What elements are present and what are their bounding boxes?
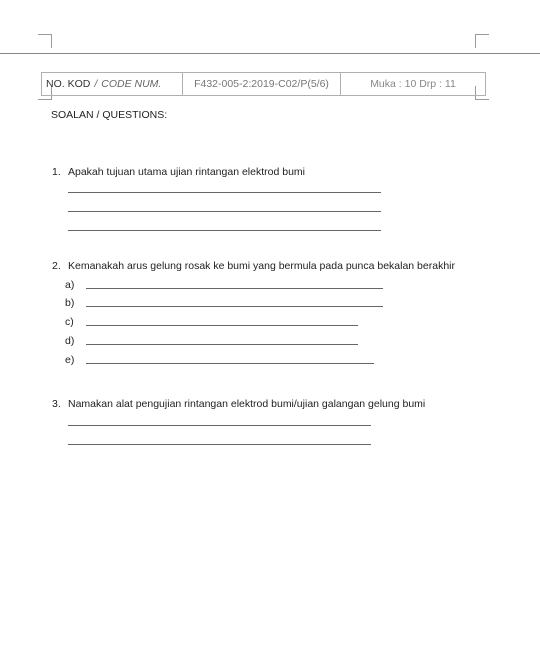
code-number-cell <box>183 73 341 95</box>
code-label-separator: / <box>94 78 98 90</box>
answer-line[interactable] <box>86 288 383 289</box>
question-number: 2. <box>52 260 61 272</box>
question-text: Apakah tujuan utama ujian rintangan elektrod bumi <box>68 166 305 178</box>
question-text: Kemanakah arus gelung rosak ke bumi yang bermula pada punca bekalan berakhir <box>68 260 455 272</box>
sub-label-a: a) <box>65 279 75 291</box>
answer-line[interactable] <box>68 444 371 445</box>
document-header-table <box>41 72 486 96</box>
question-number: 3. <box>52 398 61 410</box>
sub-label-c: c) <box>65 316 74 328</box>
sub-label-d: d) <box>65 335 75 347</box>
crop-mark-top-right <box>475 34 489 48</box>
answer-line[interactable] <box>68 211 381 212</box>
answer-line[interactable] <box>68 192 381 193</box>
crop-mark-top-left <box>38 34 52 48</box>
sub-label-e: e) <box>65 354 75 366</box>
section-title: SOALAN / QUESTIONS: <box>51 109 168 121</box>
sub-label-b: b) <box>65 297 75 309</box>
answer-line[interactable] <box>86 325 358 326</box>
page-top-rule <box>0 53 540 54</box>
answer-line[interactable] <box>86 306 383 307</box>
page-info: Muka : 10 Drp : 11 <box>370 78 456 90</box>
code-number: F432-005-2:2019-C02/P(5/6) <box>194 78 329 90</box>
code-label: NO. KOD <box>46 78 91 90</box>
code-label-cell <box>42 73 183 95</box>
question-text: Namakan alat pengujian rintangan elektrod bumi/ujian galangan gelung bumi <box>68 398 426 410</box>
question-number: 1. <box>52 166 61 178</box>
answer-line[interactable] <box>68 230 381 231</box>
answer-line[interactable] <box>86 344 358 345</box>
page-info-cell <box>341 73 485 95</box>
answer-line[interactable] <box>86 363 374 364</box>
code-label-english: CODE NUM. <box>101 78 162 90</box>
answer-line[interactable] <box>68 425 371 426</box>
